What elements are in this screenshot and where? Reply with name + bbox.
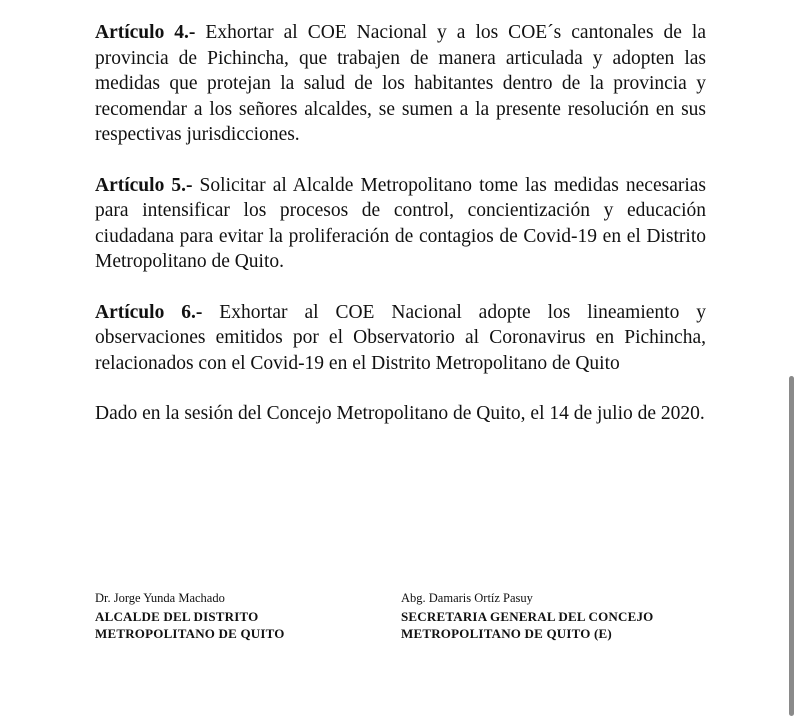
vertical-scrollbar[interactable] (789, 376, 794, 716)
article-4 (95, 20, 706, 148)
closing-statement: Dado en la sesión del Concejo Metropolitano de Quito, el 14 de julio de 2020. (95, 403, 705, 424)
article-6-text: Exhortar al COE Nacional adopte los lineamiento y observaciones emitidos por el Observatorio al Coronavirus en Pichincha, relacionados con el Covid-19 en el Distrito Metropolitano de Quito (95, 301, 707, 374)
signer-title-line-1: SECRETARIA GENERAL DEL CONCEJO (401, 609, 654, 624)
article-4-label: Artículo 4.- (95, 22, 196, 43)
signer-name: Abg. Damaris Ortíz Pasuy (401, 591, 533, 605)
article-5-label: Artículo 5.- (95, 174, 193, 196)
article-5 (95, 173, 706, 275)
article-4-text: Exhortar al COE Nacional y a los COE´s cantonales de la provincia de Pichincha, que trabajen de manera articulada y adopten las medidas que protejan la salud de los habitantes dentro de la provincia y recomendar a los señores alcaldes, se sumen a la presente resolución en sus respectivas jurisdicciones. (95, 22, 707, 145)
article-5-text: Solicitar al Alcalde Metropolitano tome las medidas necesarias para intensificar los procesos de control, concientización y educación ciudadana para evitar la proliferación de contagios de Covid-19 en el Distrito Metropolitano de Quito. (95, 174, 706, 272)
signature-mayor (95, 590, 395, 642)
article-6 (95, 300, 706, 377)
signer-title-line-2: METROPOLITANO DE QUITO (E) (401, 626, 612, 641)
article-6-label: Artículo 6.- (95, 301, 203, 323)
document-body (95, 20, 706, 452)
signer-name: Dr. Jorge Yunda Machado (95, 591, 225, 605)
signer-title-line-2: METROPOLITANO DE QUITO (95, 626, 285, 641)
signature-secretary (401, 590, 701, 642)
signer-title-line-1: ALCALDE DEL DISTRITO (95, 609, 259, 624)
